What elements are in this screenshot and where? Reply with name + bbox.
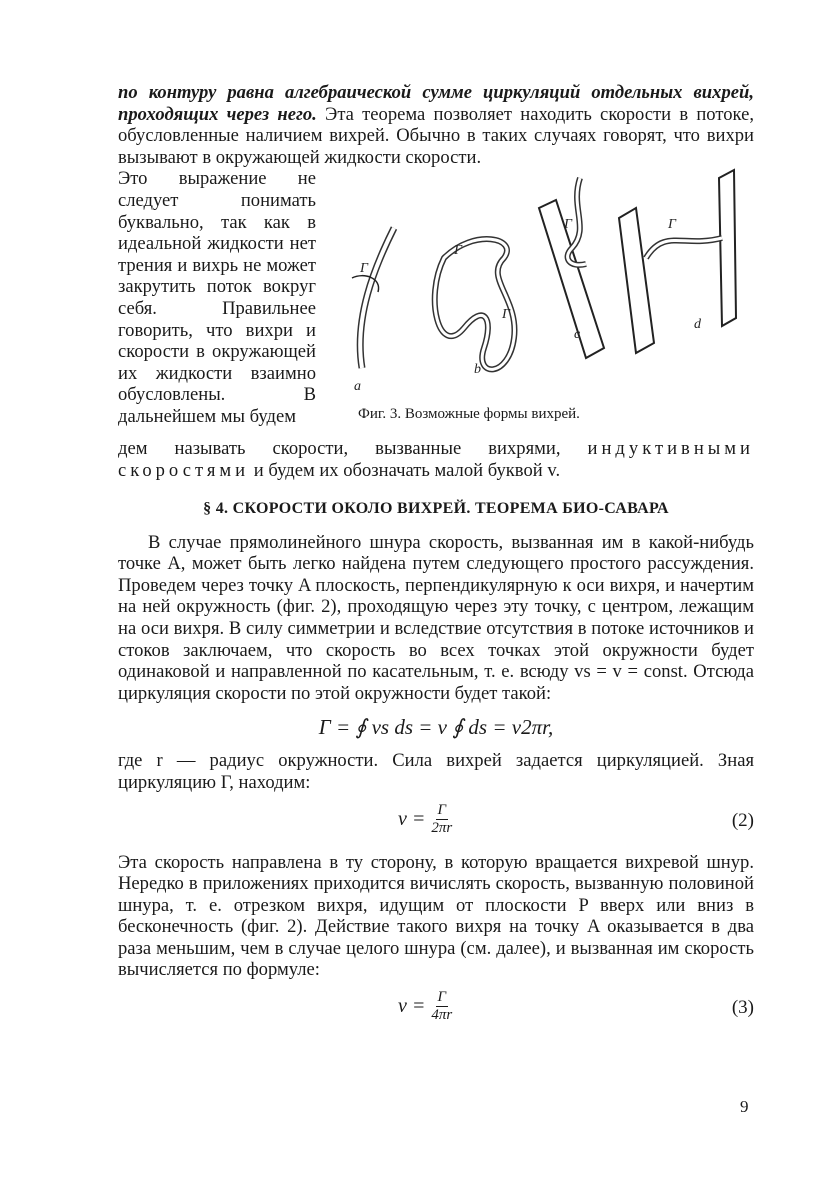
- equation-2: [118, 800, 754, 846]
- label-c: c: [574, 327, 581, 343]
- after-wrap-paragraph: [118, 438, 754, 481]
- eq2-numerator: Γ: [437, 801, 447, 818]
- figure-3: [334, 168, 754, 438]
- eq2-number: (2): [731, 809, 754, 831]
- paragraph-2: где r — радиус окружности. Сила вихрей задается циркуляцией. Зная циркуляцию Γ, находим:: [118, 750, 754, 793]
- equation-3: [118, 987, 754, 1033]
- after-wrap-text: дем называть скорости, вызванные вихрями,: [118, 438, 588, 460]
- page-number: 9: [740, 1097, 749, 1116]
- intro-text: Эта теорема позволяет находить скорости в потоке, обусловленные наличием вихрей. Обычно в таких случаях говорят, что вихри вызывают в окружающей жидкости скорости.: [118, 103, 754, 168]
- figure-caption: Фиг. 3. Возможные формы вихрей.: [358, 406, 580, 423]
- eq2-denominator: 2πr: [431, 819, 453, 836]
- page-body: [118, 82, 754, 1039]
- gamma-label-c: Γ: [564, 217, 572, 233]
- wrap-paragraph: Это выражение не следует понимать буквально, так как в идеальной жидкости нет трения и вихрь не может закрутить поток вокруг себя. Правильнее говорить, что вихри и скорости в окружающей их жидкости взаимно обусловлены. В дальнейшем мы будем: [118, 168, 316, 427]
- label-d: d: [694, 317, 701, 333]
- paragraph-3: Эта скорость направлена в ту сторону, в которую вращается вихревой шнур. Нередко в приложениях приходится вичислять скорость, вызванную половиной шнура, т. е. отрезком вихря, идущим от плоскости P вверх или вниз в бесконечность (фиг. 2). Действие такого вихря на точку A оказывается в два раза меньшим, чем в случае целого шнура (см. далее), и вызванная им скорость вычисляется по формуле:: [118, 851, 754, 981]
- eq3-numerator: Γ: [437, 989, 447, 1006]
- figure-wrap: [118, 168, 754, 438]
- wrap-column: [118, 168, 316, 438]
- inductive-speeds-term: индуктивными скоростями: [118, 438, 754, 481]
- formula-circulation: Γ = ∮ vs ds = v ∮ ds = v2πr,: [318, 715, 554, 740]
- label-b: b: [474, 362, 481, 378]
- intro-paragraph: [118, 82, 754, 168]
- eq3-lhs: v =: [398, 995, 426, 1018]
- after-wrap-text-end: и будем их обозначать малой буквой v.: [249, 459, 561, 481]
- gamma-label-d: Γ: [668, 217, 676, 233]
- theorem-emphasis: по контуру равна алгебраической сумме циркуляций отдельных вихрей, проходящих через него.: [118, 82, 754, 125]
- gamma-label-b: Γ: [454, 243, 462, 259]
- vortex-shapes-drawing: [334, 168, 754, 408]
- eq2-lhs: v =: [398, 807, 426, 830]
- gamma-label-a: Γ: [360, 261, 368, 277]
- label-a: a: [354, 379, 361, 395]
- eq3-denominator: 4πr: [431, 1007, 453, 1024]
- section-title: § 4. СКОРОСТИ ОКОЛО ВИХРЕЙ. ТЕОРЕМА БИО-САВАРА: [203, 499, 669, 517]
- gamma-label-b2: Γ: [502, 307, 510, 323]
- paragraph-1: В случае прямолинейного шнура скорость, вызванная им в какой-нибудь точке A, может быть легко найдена путем следующего простого рассуждения. Проведем через точку A плоскость, перпендикулярную к оси вихря, и начертим на ней окружность (фиг. 2), проходящую через эту точку, с центром, лежащим на оси вихря. В силу симметрии и вследствие отсутствия в потоке источников и стоков заключаем, что скорость во всех точках этой окружности будет одинаковой и направленной по касательным, т. е. всюду vs = v = const. Отсюда циркуляция скорости по этой окружности будет такой:: [118, 531, 754, 704]
- eq3-number: (3): [731, 997, 754, 1019]
